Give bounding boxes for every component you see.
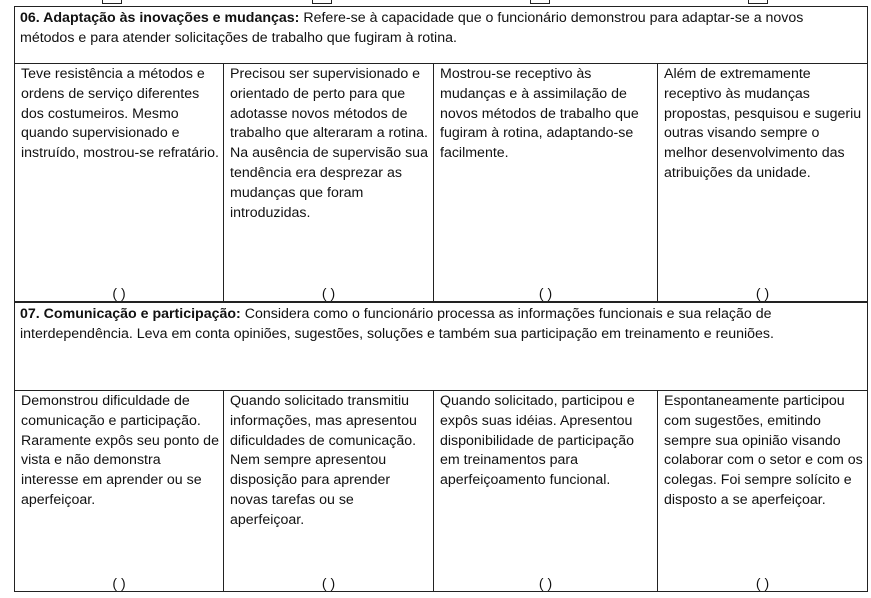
checkbox-mark[interactable]: ( ) (755, 575, 770, 591)
option-text: Quando solicitado, participou e expôs suas idéias. Apresentou disponibilidade de participação em treinamentos para aperfeiçoamento funcional. (440, 393, 635, 489)
checkbox-mark[interactable]: ( ) (321, 575, 336, 591)
previous-section-remnant (14, 0, 868, 4)
remnant-mark (102, 0, 122, 4)
checkbox-mark[interactable]: ( ) (755, 285, 770, 301)
option-cell[interactable] (434, 64, 658, 301)
section-description: Considera como o funcionário processa as informações funcionais e sua relação de interdependência. Leva em conta opiniões, sugestões, soluções e também sua participação em treinamento e reuniões. (20, 306, 774, 342)
options-row (15, 64, 867, 301)
option-cell[interactable] (15, 64, 224, 301)
section-06 (14, 6, 868, 302)
checkbox-mark[interactable]: ( ) (112, 285, 126, 301)
remnant-mark (312, 0, 332, 4)
option-cell[interactable] (658, 64, 867, 301)
option-cell[interactable] (434, 391, 658, 591)
option-cell[interactable] (224, 391, 434, 591)
remnant-mark (530, 0, 550, 4)
checkbox-mark[interactable]: ( ) (321, 285, 336, 301)
checkbox-mark[interactable]: ( ) (538, 575, 553, 591)
section-heading (15, 7, 867, 64)
option-cell[interactable] (15, 391, 224, 591)
option-text: Além de extremamente receptivo às mudanças propostas, pesquisou e sugeriu outras visando sempre o melhor desenvolvimento das atribuições da unidade. (664, 66, 862, 181)
option-text: Espontaneamente participou com sugestões, emitindo sempre sua opinião visando colaborar com o setor e com os colegas. Foi sempre solícito e disposto a se aperfeiçoar. (664, 393, 863, 508)
option-cell[interactable] (658, 391, 867, 591)
option-text: Mostrou-se receptivo às mudanças e à assimilação de novos métodos de trabalho que fugiram à rotina, adaptando-se facilmente. (440, 66, 639, 162)
option-text: Teve resistência a métodos e ordens de serviço diferentes dos costumeiros. Mesmo quando supervisionado e instruído, mostrou-se refratário. (21, 66, 219, 162)
section-title: 06. Adaptação às inovações e mudanças: (20, 10, 300, 26)
checkbox-mark[interactable]: ( ) (538, 285, 553, 301)
section-07 (14, 302, 868, 592)
options-row (15, 391, 867, 591)
section-title: 07. Comunicação e participação: (20, 306, 241, 322)
remnant-mark (748, 0, 768, 4)
option-text: Quando solicitado transmitiu informações, mas apresentou dificuldades de comunicação. Nem sempre apresentou disposição para aprender novas tarefas ou se aperfeiçoar. (230, 393, 417, 528)
option-text: Demonstrou dificuldade de comunicação e participação. Raramente expôs seu ponto de vista e não demonstra interesse em aprender ou se aperfeiçoar. (21, 393, 219, 508)
section-description: Refere-se à capacidade que o funcionário demonstrou para adaptar-se a novos métodos e para atender solicitações de trabalho que fugiram à rotina. (20, 10, 804, 46)
section-heading (15, 303, 867, 391)
checkbox-mark[interactable]: ( ) (112, 575, 126, 591)
option-cell[interactable] (224, 64, 434, 301)
option-text: Precisou ser supervisionado e orientado de perto para que adotasse novos métodos de trabalho que alteraram a rotina. Na ausência de supervisão sua tendência era desprezar as mudanças que foram introduzidas. (230, 66, 428, 221)
